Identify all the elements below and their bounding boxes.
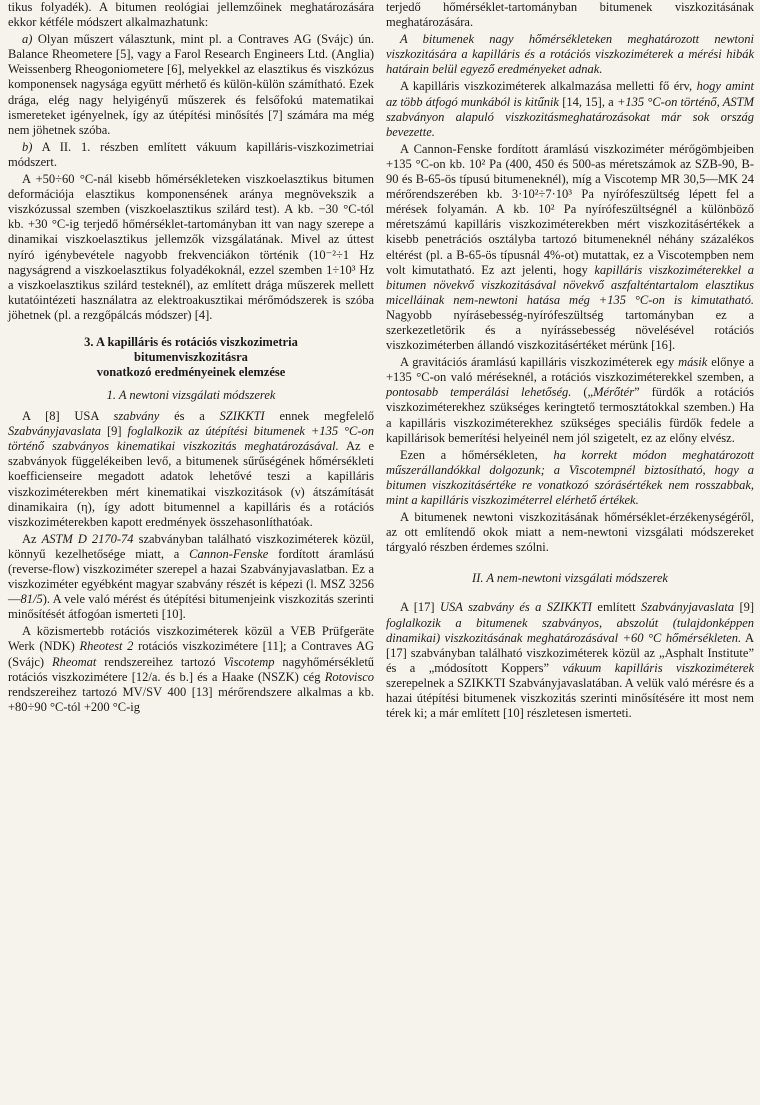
paragraph — [8, 532, 374, 623]
text-span: [9] — [106, 424, 122, 439]
paragraph: A bitumenek newtoni viszkozitásának hőmérséklet-érzékenységéről, az ott említendő okok miatt a nem-newtoni vizsgálati módszereket tárgyaló részben érdemes szólni. — [386, 510, 754, 555]
text-span: ). A vele való mérést és útépítési bitumenjeink viszkozitás szerinti minősítését átfogóan ismerteti [10]. — [8, 592, 374, 622]
italic-text: Cannon-Fenske — [189, 546, 269, 561]
text-span: 3. A kapilláris és rotációs viszkozimetria — [84, 334, 298, 349]
italic-text: Szabványjavaslata — [641, 600, 735, 615]
paragraph — [386, 142, 754, 353]
text-span: rendszereihez tartozó MV/SV 400 [13] mérőrendszere alkalmas a kb. +80÷90 °C-tól +200 °C-ig — [8, 684, 374, 714]
paragraph — [386, 448, 754, 508]
text-span: rendszereihez tartozó — [104, 654, 216, 669]
text-span: A közismertebb rotációs viszkoziméterek közül a VEB Prüfgeräte Werk (NDK) — [8, 624, 374, 654]
paragraph-option-b — [8, 140, 374, 170]
italic-text: +135 °C-on történő, ASTM szabványon alapuló viszkozitásmeghatározásokat már sok ország bevezette. — [386, 94, 755, 139]
text-span: fordított áramlású (reverse-flow) viszkoziméter szerepel a hazai Szabványjavaslatban. Ez a viszkoziméter egyébként magyar szabvány részét is képezi (l. MSZ 3256— — [8, 546, 374, 607]
italic-text: ha korrekt módon meghatározott műszerállandókkal dolgozunk; a Viscotempnél biztosítható, hogy a bitumen viszkozitásértéke re vonatkozó szórásértékek nem rosszabbak, mint a kapilláris viszkoziméterrel elérhető értékek. — [386, 447, 755, 507]
paragraph — [386, 355, 754, 446]
italic-text: foglalkozik az útépítési bitumenek +135 °C-on történő szabványos kinematikai viszkozitás meghatározásával. — [8, 424, 375, 454]
text-span: [14, 15], a — [562, 94, 614, 109]
italic-text: Rotovisco — [324, 669, 375, 684]
italic-text: kapilláris viszkoziméterekkel a bitumen növekvő viszkozitásával növekvő aszfalténtartalom elasztikus micelláinak nem-newtoni hatása még +135 °C-on is kimutatható. — [386, 262, 754, 307]
paragraph — [386, 600, 754, 721]
text-span: („ — [583, 385, 594, 400]
text-span: A II. 1. részben említett vákuum kapilláris-viszkozimetriai módszert. — [8, 139, 375, 169]
text-span: A kapilláris viszkoziméterek alkalmazása melletti fő érv, — [400, 79, 693, 94]
paragraph-option-a — [8, 32, 374, 138]
text-span: Az — [22, 531, 37, 546]
text-span: vonatkozó eredményeinek elemzése — [96, 364, 286, 379]
text-span: [9] — [739, 600, 755, 615]
text-span: előnye a +135 °C-on való méréseknél, a rotációs viszkoziméterekkel szemben, a — [386, 355, 754, 385]
text-span: A [8] USA — [22, 409, 99, 424]
subsection-heading: 1. A newtoni vizsgálati módszerek — [106, 387, 276, 402]
text-span: A [17] — [400, 600, 435, 615]
subsection-heading: II. A nem-newtoni vizsgálati módszerek — [472, 571, 668, 586]
text-span: ” fürdők a rotációs viszkoziméterekhez szükséges keringtető termosztátokkal szemben.) Ha a kapilláris viszkoziméterekhez szükséges speciális fürdők fedele a kapillárisok bemerítési helyeinél nem jól szigetelt, ez az előny elvész. — [386, 385, 754, 445]
text-span: Az e szabványok függelékeiben levő, a bitumenek sűrűségének hőmérsékleti koefficienseire megadott adatok lehetővé teszi a kapilláris viszkoziméterekben mért kinematikai viszkozitások (ν) átszámítását dinamikaira (η), így adott bitumennel a kapilláris és a rotációs viszkoziméterekben kapott eredmények összehasonlíthatóak. — [8, 439, 375, 529]
italic-text: 81/5 — [20, 592, 43, 607]
italic-text: Mérőtér — [593, 385, 635, 400]
italic-text: pontosabb temperálási lehetőség. — [386, 385, 572, 400]
text-span: rotációs viszkozimétere [11]; a Contraves AG (Svájc) — [8, 639, 375, 669]
paragraph — [8, 409, 374, 530]
text-span: A Cannon-Fenske fordított áramlású viszkoziméter mérőgömbjeiben +135 °C-on kb. 10² Pa (400, 450 és 500-as méretszámok az SZB-90, B-90 és B-65-ös típusú bitumeneknél), míg a Viscotemp MR 30,5—MK 24 mérőrendszerében kb. 3·10²÷7·10³ Pa nyírófeszültség lépett fel a mérések folyamán. A kb. 10² Pa nyírófeszültségnél a különböző méretszámú kapilláris viszkoziméterekben mért viszkozitásértékek a kisebb penetrációs osztályba tartozó bitumeneknél néhány százalékos eltérést (pl. a B-65-ös típusnál 4%-ot) mutattak, ez a Viscotempben nem volt kimutatható. Ez azt jelenti, hogy — [386, 141, 754, 277]
italic-text: USA szabvány és a SZIKKTI — [440, 600, 592, 615]
italic-text: másik — [678, 355, 708, 370]
paragraph — [8, 624, 374, 715]
right-column — [386, 0, 754, 723]
text-span: nagyhőmérsékletű rotációs viszkozimétere [12/a. és b.] és a Haake (NSZK) cég — [8, 654, 375, 684]
text-span: Olyan műszert választunk, mint pl. a Contraves AG (Svájc) ún. Balance Rheometere [5], vagy a Farol Research Engineers Ltd. (Anglia) Weissenberg Rheogoniometere [6], melyekkel az elasztikus és viszkózus komponensek nagysága együtt mérhető és külön-külön számítható. Ezek drága, elég nagy helyigényű műszerek és felsőfokú matematikai ismereteket igényelnek, így az útépítési minősítés [7] számára ma még nem jöhetnek szóba. — [8, 32, 375, 137]
paragraph: tikus folyadék). A bitumen reológiai jellemzőinek meghatározására ekkor kétféle módszert alkalmazhatunk: — [8, 0, 374, 30]
italic-text: szabvány — [113, 409, 160, 424]
italic-text: ASTM D 2170-74 — [41, 531, 134, 546]
paragraph: A +50÷60 °C-nál kisebb hőmérsékleteken viszkoelasztikus bitumen deformációja elasztikus komponensének aránya megnövekszik a viszkózussal szemben (viszkoelasztikus szilárd test). A kb. −30 °C-tól kb. +30 °C-ig terjedő hőmérséklet-tartományban itt van nagy szerepe a dinamikai viszkoelasztikus jellemzők vizsgálatának. Mivel az úttest nyíró igénybevétele nagyobb frekvenciákon történik (10⁻²÷1 Hz nagyságrend a viszkoelasztikus folyadékoknál, ezzel szemben 1÷10³ Hz a viszkoelasztikus szilárd testeknél), az említett drága műszerek mellett kutatóintézeti használatra az elektroakusztikai mérőmódszerek is szóba jöhetnek (pl. a rezgőpálcás módszer) [4]. — [8, 172, 374, 322]
italic-text: Rheomat — [51, 654, 97, 669]
paragraph-italic — [386, 32, 754, 77]
option-label: b) — [22, 139, 33, 154]
text-span: A gravitációs áramlású kapilláris viszkoziméterek egy — [400, 355, 675, 370]
text-span: szabványban található viszkoziméterek közül, könnyű kezelhetősége miatt, a — [8, 531, 375, 561]
text-span: Ezen a hőmérsékleten, — [400, 447, 538, 462]
text-span: szerepelnek a SZIKKTI Szabványjavaslatában. A velük való mérésre és a hazai útépítési bitumenek viszkozitás szerinti minősítésére itt most nem térek ki; a már említett [10] részletesen ismerteti. — [386, 675, 754, 721]
section-heading — [8, 335, 374, 380]
italic-text: vákuum kapilláris viszkoziméterek — [562, 660, 754, 675]
text-span: Nagyobb nyírásebesség-nyírófeszültség tartományban ez a szerkezetletörik és a nyírássebesség növelésével rotációs viszkoziméterben állandó viszkozitásértéket mérünk [16]. — [386, 307, 754, 353]
italic-text: Szabványjavaslata — [8, 424, 102, 439]
text-span: említett — [597, 600, 636, 615]
text-span: és a — [174, 409, 205, 424]
italic-text: A bitumenek nagy hőmérsékleteken meghatározott newtoni viszkozitására a kapilláris és a rotációs viszkoziméterek a mérési hibák határain belül egyező eredményeket adnak. — [386, 32, 754, 77]
text-span: ennek megfelelő — [279, 409, 375, 424]
text-span: bitumenviszkozitásra — [134, 349, 248, 364]
italic-text: SZIKKTI — [219, 409, 265, 424]
paragraph: terjedő hőmérséklet-tartományban bitumenek viszkozitásának meghatározására. — [386, 0, 754, 30]
italic-text: foglalkozik a bitumenek szabványos, abszolút (tulajdonképpen dinamikai) viszkozitásának meghatározásával +60 °C hőmérsékleten. — [386, 615, 754, 645]
paragraph — [386, 79, 754, 139]
option-label: a) — [22, 32, 33, 47]
italic-text: Rheotest 2 — [79, 639, 134, 654]
italic-text: hogy amint az több átfogó munkából is kitűnik — [386, 79, 754, 109]
left-column — [8, 0, 374, 717]
text-span: A [17] szabványban található viszkoziméterek közül az „Asphalt Institute” és a „módosított Koppers” — [386, 630, 755, 675]
italic-text: Viscotemp — [223, 654, 275, 669]
